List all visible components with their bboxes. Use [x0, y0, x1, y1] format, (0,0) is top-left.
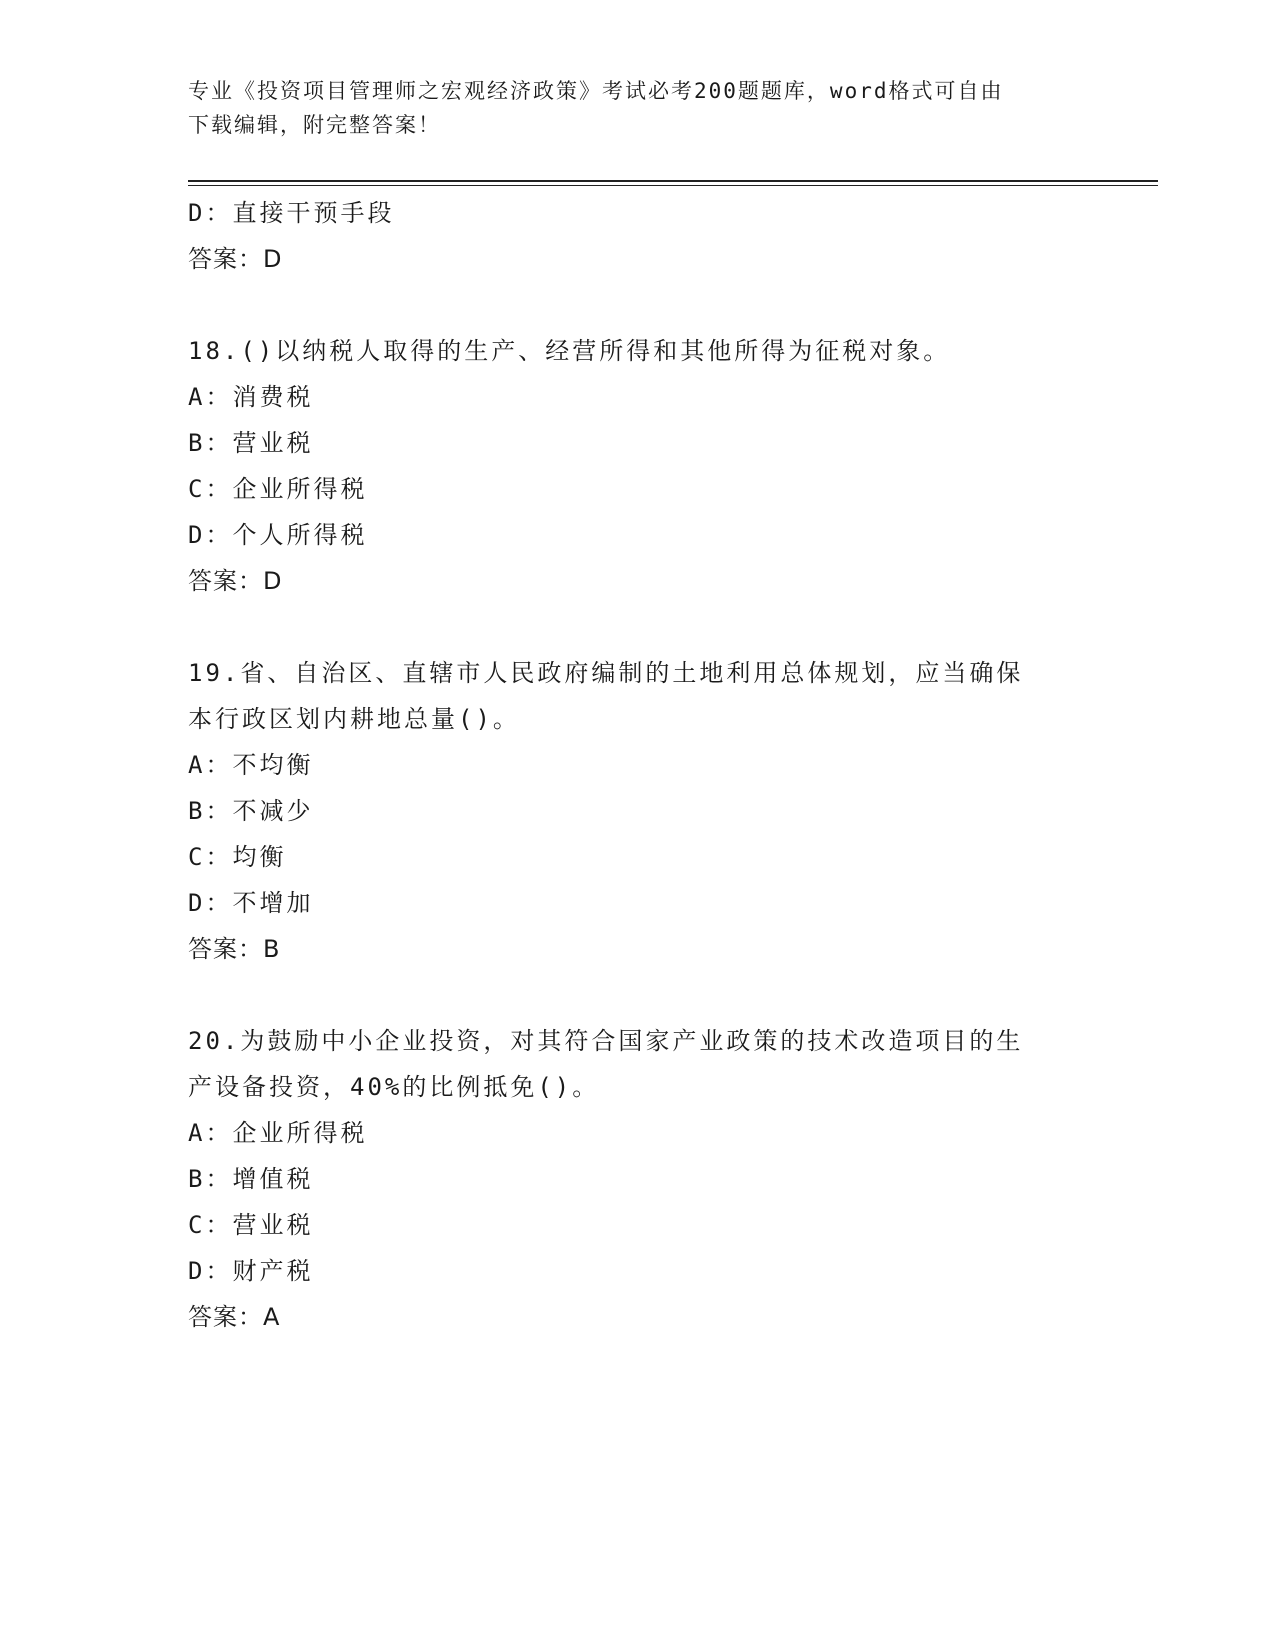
option-a: A：消费税: [188, 383, 314, 411]
carryover-option-d: D：直接干预手段: [188, 199, 395, 227]
header-divider-thick: [188, 180, 1158, 182]
option-c: C：均衡: [188, 843, 287, 871]
answer: 答案：A: [188, 1303, 281, 1331]
option-c: C：企业所得税: [188, 475, 368, 503]
spacer: [188, 282, 1088, 328]
option-c: C：营业税: [188, 1211, 314, 1239]
option-a: A：不均衡: [188, 751, 314, 779]
question-20: [188, 1018, 1088, 1340]
option-d: D：不增加: [188, 889, 314, 917]
option-a: A：企业所得税: [188, 1119, 368, 1147]
question-text: 20.为鼓励中小企业投资，对其符合国家产业政策的技术改造项目的生: [188, 1027, 1024, 1055]
question-text-continued: 本行政区划内耕地总量()。: [188, 705, 520, 733]
option-d: D：财产税: [188, 1257, 314, 1285]
option-b: B：增值税: [188, 1165, 314, 1193]
option-b: B：营业税: [188, 429, 314, 457]
document-body: [188, 190, 1088, 1340]
question-19: [188, 650, 1088, 972]
spacer: [188, 604, 1088, 650]
header-line-2: 下载编辑，附完整答案！: [188, 113, 441, 137]
option-b: B：不减少: [188, 797, 314, 825]
question-text: 19.省、自治区、直辖市人民政府编制的土地利用总体规划，应当确保: [188, 659, 1024, 687]
answer: 答案：B: [188, 935, 281, 963]
question-text-continued: 产设备投资，40%的比例抵免()。: [188, 1073, 600, 1101]
header-divider-thin: [188, 185, 1158, 186]
question-18: [188, 328, 1088, 604]
option-d: D：个人所得税: [188, 521, 368, 549]
carryover-answer: 答案：D: [188, 245, 283, 273]
question-text: 18.()以纳税人取得的生产、经营所得和其他所得为征税对象。: [188, 337, 951, 365]
answer: 答案：D: [188, 567, 283, 595]
page-header: [188, 74, 1088, 142]
spacer: [188, 972, 1088, 1018]
header-line-1: 专业《投资项目管理师之宏观经济政策》考试必考200题题库，word格式可自由: [188, 79, 1004, 103]
